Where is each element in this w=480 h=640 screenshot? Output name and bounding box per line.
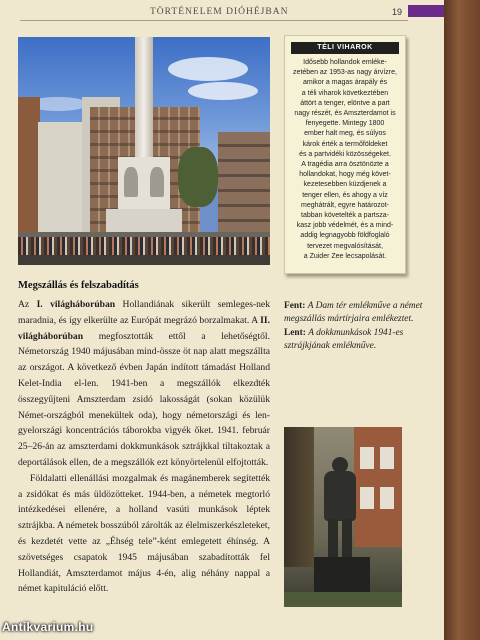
- sidebar-line: tabban követelték a partsza-: [301, 212, 389, 220]
- section-heading: Megszállás és felszabadítás: [18, 280, 139, 291]
- term-ww2: II. világháborúban: [18, 314, 270, 342]
- running-header: [0, 0, 444, 24]
- sidebar-line: addig legnagyobb földfoglaló: [300, 232, 390, 240]
- dam-square-photo: [18, 37, 270, 265]
- sidebar-line: áttört a tenger, elöntve a part: [300, 99, 390, 107]
- dockworker-statue-photo: [284, 427, 402, 607]
- caption-bottom: Lent: A dokkmunkások 1941-es sztrájkjának emlékműve.: [284, 327, 404, 352]
- sidebar-line: ember halt meg, és súlyos: [304, 130, 386, 138]
- photo-captions: [284, 300, 434, 354]
- sidebar-line: károk érték a termőföldeket: [302, 140, 388, 148]
- sidebar-title: TÉLI VIHAROK: [291, 42, 399, 54]
- sidebar-line: kasz jobb védelmét, és a mind-: [296, 222, 394, 230]
- running-header-title: TÖRTÉNELEM DIÓHÉJBAN: [150, 7, 289, 17]
- watermark: Antikvarium.hu: [2, 620, 94, 634]
- caption-top: Fent: A Dam tér emlékműve a német megszállás mártírjaira emlékeztet.: [284, 301, 423, 325]
- sidebar-text: [289, 58, 401, 262]
- sidebar-line: a Zuider Zee lecsapolását.: [303, 252, 387, 260]
- page-number: 19: [392, 7, 403, 17]
- sidebar-line: nagy részét, és Amszterdamot is: [294, 110, 396, 118]
- header-rule: [20, 20, 408, 21]
- sidebar-line: hollandokat, hogy még követ-: [299, 171, 391, 179]
- term-ww1: I. világháborúban: [36, 299, 116, 310]
- sidebar-line: a téli viharok következtében: [301, 89, 389, 97]
- sidebar-line: és a partvidéki közösségeket.: [299, 150, 391, 158]
- sidebar-line: meghátrált, egyre határozot-: [301, 201, 389, 209]
- body-text: [18, 297, 270, 597]
- sidebar-line: kezetesebben küzdjenek a: [303, 181, 387, 189]
- chapter-color-tab: [408, 5, 444, 17]
- sidebar-line: tervezet megvalósítását,: [307, 242, 383, 250]
- paragraph-2: Földalatti ellenállási mozgalmak és magánemberek segítették a zsidókat és más üldözötteket. 1944-ben, a németek megtorló intézkedései ellenére, a holland vasúti munkások léptek sztrájkba. A németek bosszúból zárolták az élelmiszerkészleteket, és kezdetét vette az „Éhség tele”-ként emlegetett éhínség. A szövetséges csapatok 1945 májusában szabadították fel Hollandiát, Amszterdamot május 4-én, alig néhány nappal a német kapituláció előtt.: [18, 472, 270, 595]
- sidebar-line: fenyegette. Mintegy 1800: [305, 120, 385, 128]
- sidebar-line: tenger ellen, és ahogy a víz: [302, 191, 388, 199]
- sidebar-line: amikor a magas árapály és: [302, 79, 388, 87]
- sidebar-box-winter-storms: [284, 35, 406, 274]
- sidebar-line: A tragédia arra ösztönözte a: [301, 161, 389, 169]
- sidebar-line: Idősebb hollandok emléke-: [303, 59, 387, 66]
- book-spine-edge: [444, 0, 480, 640]
- paragraph-1: Az I. világháborúban Hollandiának sikerült semleges-nek maradnia, és így elkerülte az Európát megrázó borzalmakat. A II. világháborúban megfosztották ettől a lehetőségtől. Németország 1940 májusában mind-össze öt nap alatt megszállta az országot. A következő évben Japán indított támadást Holland Kelet-India el-len. 1941-ben a megszállók elkezdték összegyűjteni Amszterdam zsidó lakosságát (sokan közülük Német-országból menekültek oda), hogy németországi és len-gyelországi koncentrációs táborokba vigyék őket. 1941. február 25–26-án az amszterdami dokkmunkások sztrájkkal tiltakoztak a deportálások ellen, de a megszállók ezt könyörtelenül elfojtották.: [18, 299, 270, 468]
- sidebar-line: zetében az 1953-as nagy árvízre,: [293, 69, 397, 77]
